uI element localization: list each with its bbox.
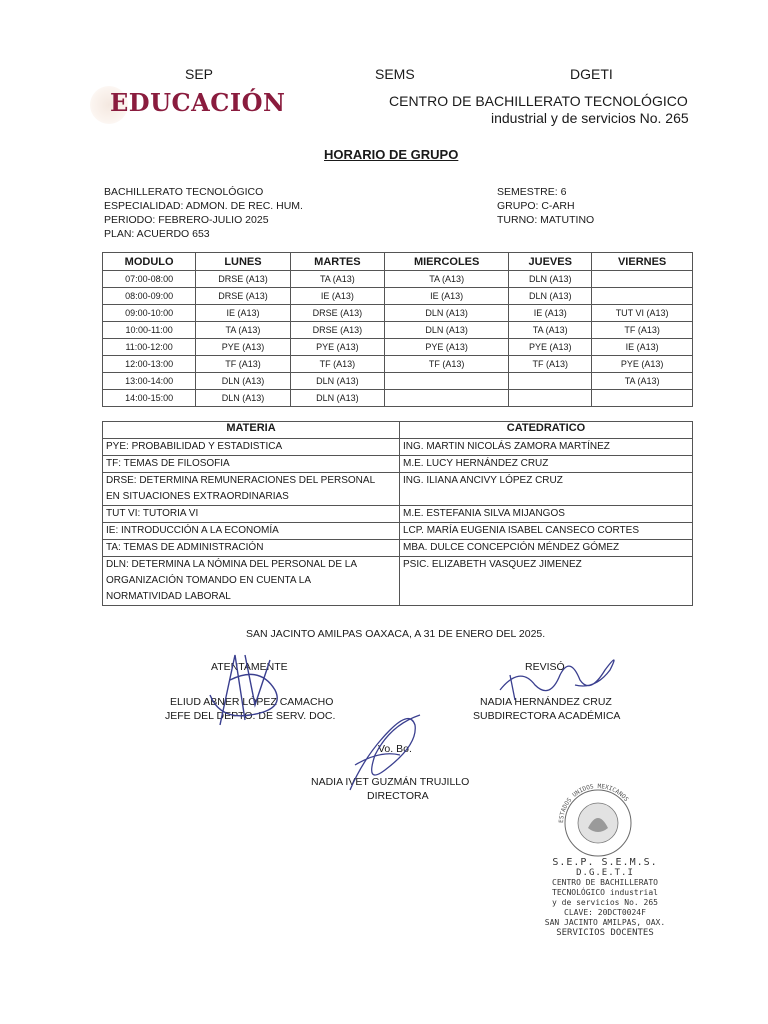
signature-right-scribble: [480, 645, 630, 705]
schedule-class-cell: TUT VI (A13): [592, 305, 693, 322]
document-title: HORARIO DE GRUPO: [324, 147, 459, 162]
subject-catedratico-cell: ING. ILIANA ANCIVY LÓPEZ CRUZ: [400, 473, 693, 506]
subject-row: [103, 473, 693, 490]
subject-materia-cell: IE: INTRODUCCIÓN A LA ECONOMÍA: [103, 523, 400, 540]
schedule-class-cell: IE (A13): [385, 288, 509, 305]
schedule-class-cell: PYE (A13): [385, 339, 509, 356]
signature-center-title: DIRECTORA: [367, 790, 429, 802]
schedule-class-cell: [385, 373, 509, 390]
school-name-line1: CENTRO DE BACHILLERATO TECNOLÓGICO: [389, 93, 688, 109]
schedule-class-cell: DLN (A13): [509, 271, 592, 288]
subject-row: [103, 439, 693, 456]
dgeti-label: DGETI: [570, 66, 613, 82]
schedule-header-cell: MODULO: [103, 253, 196, 271]
schedule-class-cell: DLN (A13): [290, 373, 384, 390]
schedule-class-cell: DRSE (A13): [290, 305, 384, 322]
schedule-table: [102, 252, 693, 407]
schedule-class-cell: TF (A13): [592, 322, 693, 339]
schedule-header-cell: JUEVES: [509, 253, 592, 271]
schedule-time-cell: 12:00-13:00: [103, 356, 196, 373]
subject-row: [103, 523, 693, 540]
schedule-class-cell: IE (A13): [509, 305, 592, 322]
subject-row: [103, 456, 693, 473]
stamp-line: SERVICIOS DOCENTES: [556, 928, 654, 938]
subject-row: [103, 557, 693, 574]
schedule-row: [103, 339, 693, 356]
subject-materia-cell: ORGANIZACIÓN TOMANDO EN CUENTA LA: [103, 573, 400, 589]
info-right: [497, 185, 594, 227]
subject-materia-cell: DRSE: DETERMINA REMUNERACIONES DEL PERSONAL: [103, 473, 400, 490]
signature-right-title: SUBDIRECTORA ACADÉMICA: [473, 710, 621, 722]
schedule-header-row: [103, 253, 693, 271]
official-seal-icon: [553, 778, 643, 858]
schedule-time-cell: 11:00-12:00: [103, 339, 196, 356]
sep-label: SEP: [185, 66, 214, 82]
schedule-row: [103, 288, 693, 305]
signature-right-name: NADIA HERNÁNDEZ CRUZ: [480, 696, 612, 708]
info-left: [104, 185, 303, 241]
subject-row: [103, 540, 693, 557]
schedule-row: [103, 356, 693, 373]
schedule-class-cell: DLN (A13): [290, 390, 384, 407]
schedule-header-cell: VIERNES: [592, 253, 693, 271]
subject-catedratico-cell: ING. MARTIN NICOLÁS ZAMORA MARTÍNEZ: [400, 439, 693, 456]
signature-right-label: REVISÓ: [525, 661, 565, 673]
schedule-class-cell: TF (A13): [385, 356, 509, 373]
subject-catedratico-cell: MBA. DULCE CONCEPCIÓN MÉNDEZ GÓMEZ: [400, 540, 693, 557]
schedule-time-cell: 10:00-11:00: [103, 322, 196, 339]
schedule-header-cell: MARTES: [290, 253, 384, 271]
schedule-class-cell: DRSE (A13): [196, 288, 290, 305]
subject-materia-cell: PYE: PROBABILIDAD Y ESTADISTICA: [103, 439, 400, 456]
seal-ring-text: ESTADOS UNIDOS MEXICANOS: [557, 782, 630, 824]
signature-center-scribble: [330, 695, 440, 805]
signature-left-label: ATENTAMENTE: [211, 661, 288, 673]
info-left-line: BACHILLERATO TECNOLÓGICO: [104, 186, 264, 198]
schedule-class-cell: DLN (A13): [196, 373, 290, 390]
signature-left-name: ELIUD ABNER LÓPEZ CAMACHO: [170, 696, 334, 708]
schedule-class-cell: TA (A13): [290, 271, 384, 288]
schedule-time-cell: 08:00-09:00: [103, 288, 196, 305]
schedule-class-cell: TF (A13): [290, 356, 384, 373]
schedule-class-cell: [509, 390, 592, 407]
schedule-class-cell: [385, 390, 509, 407]
subject-materia-cell: DLN: DETERMINA LA NÓMINA DEL PERSONAL DE LA: [103, 557, 400, 574]
schedule-class-cell: DRSE (A13): [290, 322, 384, 339]
subject-materia-cell: TUT VI: TUTORIA VI: [103, 506, 400, 523]
schedule-class-cell: [509, 373, 592, 390]
schedule-row: [103, 373, 693, 390]
school-name-line2: industrial y de servicios No. 265: [491, 110, 689, 126]
schedule-header-cell: LUNES: [196, 253, 290, 271]
sems-label: SEMS: [375, 66, 415, 82]
stamp-line: y de servicios No. 265: [552, 898, 658, 907]
stamp-line: D.G.E.T.I: [576, 868, 634, 878]
schedule-class-cell: DLN (A13): [196, 390, 290, 407]
info-right-line: TURNO: MATUTINO: [497, 214, 595, 226]
subject-materia-cell: TF: TEMAS DE FILOSOFIA: [103, 456, 400, 473]
subjects-table: [102, 421, 693, 606]
schedule-class-cell: DLN (A13): [385, 305, 509, 322]
signature-center-name: NADIA IVET GUZMÁN TRUJILLO: [311, 776, 470, 788]
schedule-class-cell: IE (A13): [196, 305, 290, 322]
schedule-class-cell: IE (A13): [592, 339, 693, 356]
schedule-row: [103, 271, 693, 288]
schedule-class-cell: PYE (A13): [592, 356, 693, 373]
schedule-class-cell: DLN (A13): [509, 288, 592, 305]
schedule-row: [103, 322, 693, 339]
schedule-class-cell: TA (A13): [385, 271, 509, 288]
schedule-class-cell: IE (A13): [290, 288, 384, 305]
info-right-line: GRUPO: C-ARH: [497, 200, 575, 212]
schedule-time-cell: 14:00-15:00: [103, 390, 196, 407]
schedule-class-cell: [592, 390, 693, 407]
schedule-time-cell: 13:00-14:00: [103, 373, 196, 390]
signature-center-label: Vo. Bo.: [378, 743, 412, 755]
schedule-time-cell: 09:00-10:00: [103, 305, 196, 322]
subjects-header-row: [103, 422, 693, 439]
subject-catedratico-cell: LCP. MARÍA EUGENIA ISABEL CANSECO CORTES: [400, 523, 693, 540]
subject-row: [103, 506, 693, 523]
schedule-class-cell: TF (A13): [509, 356, 592, 373]
schedule-class-cell: PYE (A13): [509, 339, 592, 356]
stamp-line: CLAVE: 20DCT0024F: [564, 908, 646, 917]
schedule-class-cell: TA (A13): [592, 373, 693, 390]
schedule-class-cell: [592, 288, 693, 305]
subject-materia-cell: EN SITUACIONES EXTRAORDINARIAS: [103, 489, 400, 506]
schedule-class-cell: DLN (A13): [385, 322, 509, 339]
signature-left-title: JEFE DEL DEPTO. DE SERV. DOC.: [165, 710, 336, 722]
info-left-line: PLAN: ACUERDO 653: [104, 228, 210, 240]
subject-catedratico-cell: PSIC. ELIZABETH VASQUEZ JIMENEZ: [400, 557, 693, 606]
schedule-class-cell: TA (A13): [509, 322, 592, 339]
stamp-line: SAN JACINTO AMILPAS, OAX.: [544, 918, 666, 927]
place-date: SAN JACINTO AMILPAS OAXACA, A 31 DE ENERO DEL 2025.: [246, 628, 546, 640]
stamp-line: TECNOLÓGICO industrial: [552, 888, 658, 897]
stamp-line: S.E.P. S.E.M.S.: [552, 857, 658, 868]
stamp-text-block: [535, 858, 675, 938]
schedule-class-cell: PYE (A13): [290, 339, 384, 356]
schedule-time-cell: 07:00-08:00: [103, 271, 196, 288]
schedule-row: [103, 305, 693, 322]
subject-materia-cell: TA: TEMAS DE ADMINISTRACIÓN: [103, 540, 400, 557]
schedule-class-cell: TF (A13): [196, 356, 290, 373]
subject-materia-cell: NORMATIVIDAD LABORAL: [103, 589, 400, 606]
subject-catedratico-cell: M.E. ESTEFANIA SILVA MIJANGOS: [400, 506, 693, 523]
educacion-logo-text: EDUCACIÓN: [110, 88, 286, 117]
subjects-header-materia: MATERIA: [103, 422, 400, 439]
info-left-line: ESPECIALIDAD: ADMON. DE REC. HUM.: [104, 200, 303, 212]
schedule-row: [103, 390, 693, 407]
schedule-header-cell: MIERCOLES: [385, 253, 509, 271]
schedule-class-cell: [592, 271, 693, 288]
schedule-class-cell: DRSE (A13): [196, 271, 290, 288]
stamp-line: CENTRO DE BACHILLERATO: [552, 878, 658, 887]
subject-catedratico-cell: M.E. LUCY HERNÁNDEZ CRUZ: [400, 456, 693, 473]
info-right-line: SEMESTRE: 6: [497, 186, 567, 198]
signature-left-scribble: [190, 635, 320, 730]
info-left-line: PERIODO: FEBRERO-JULIO 2025: [104, 214, 269, 226]
schedule-class-cell: PYE (A13): [196, 339, 290, 356]
schedule-class-cell: TA (A13): [196, 322, 290, 339]
subjects-header-catedratico: CATEDRATICO: [400, 422, 693, 439]
